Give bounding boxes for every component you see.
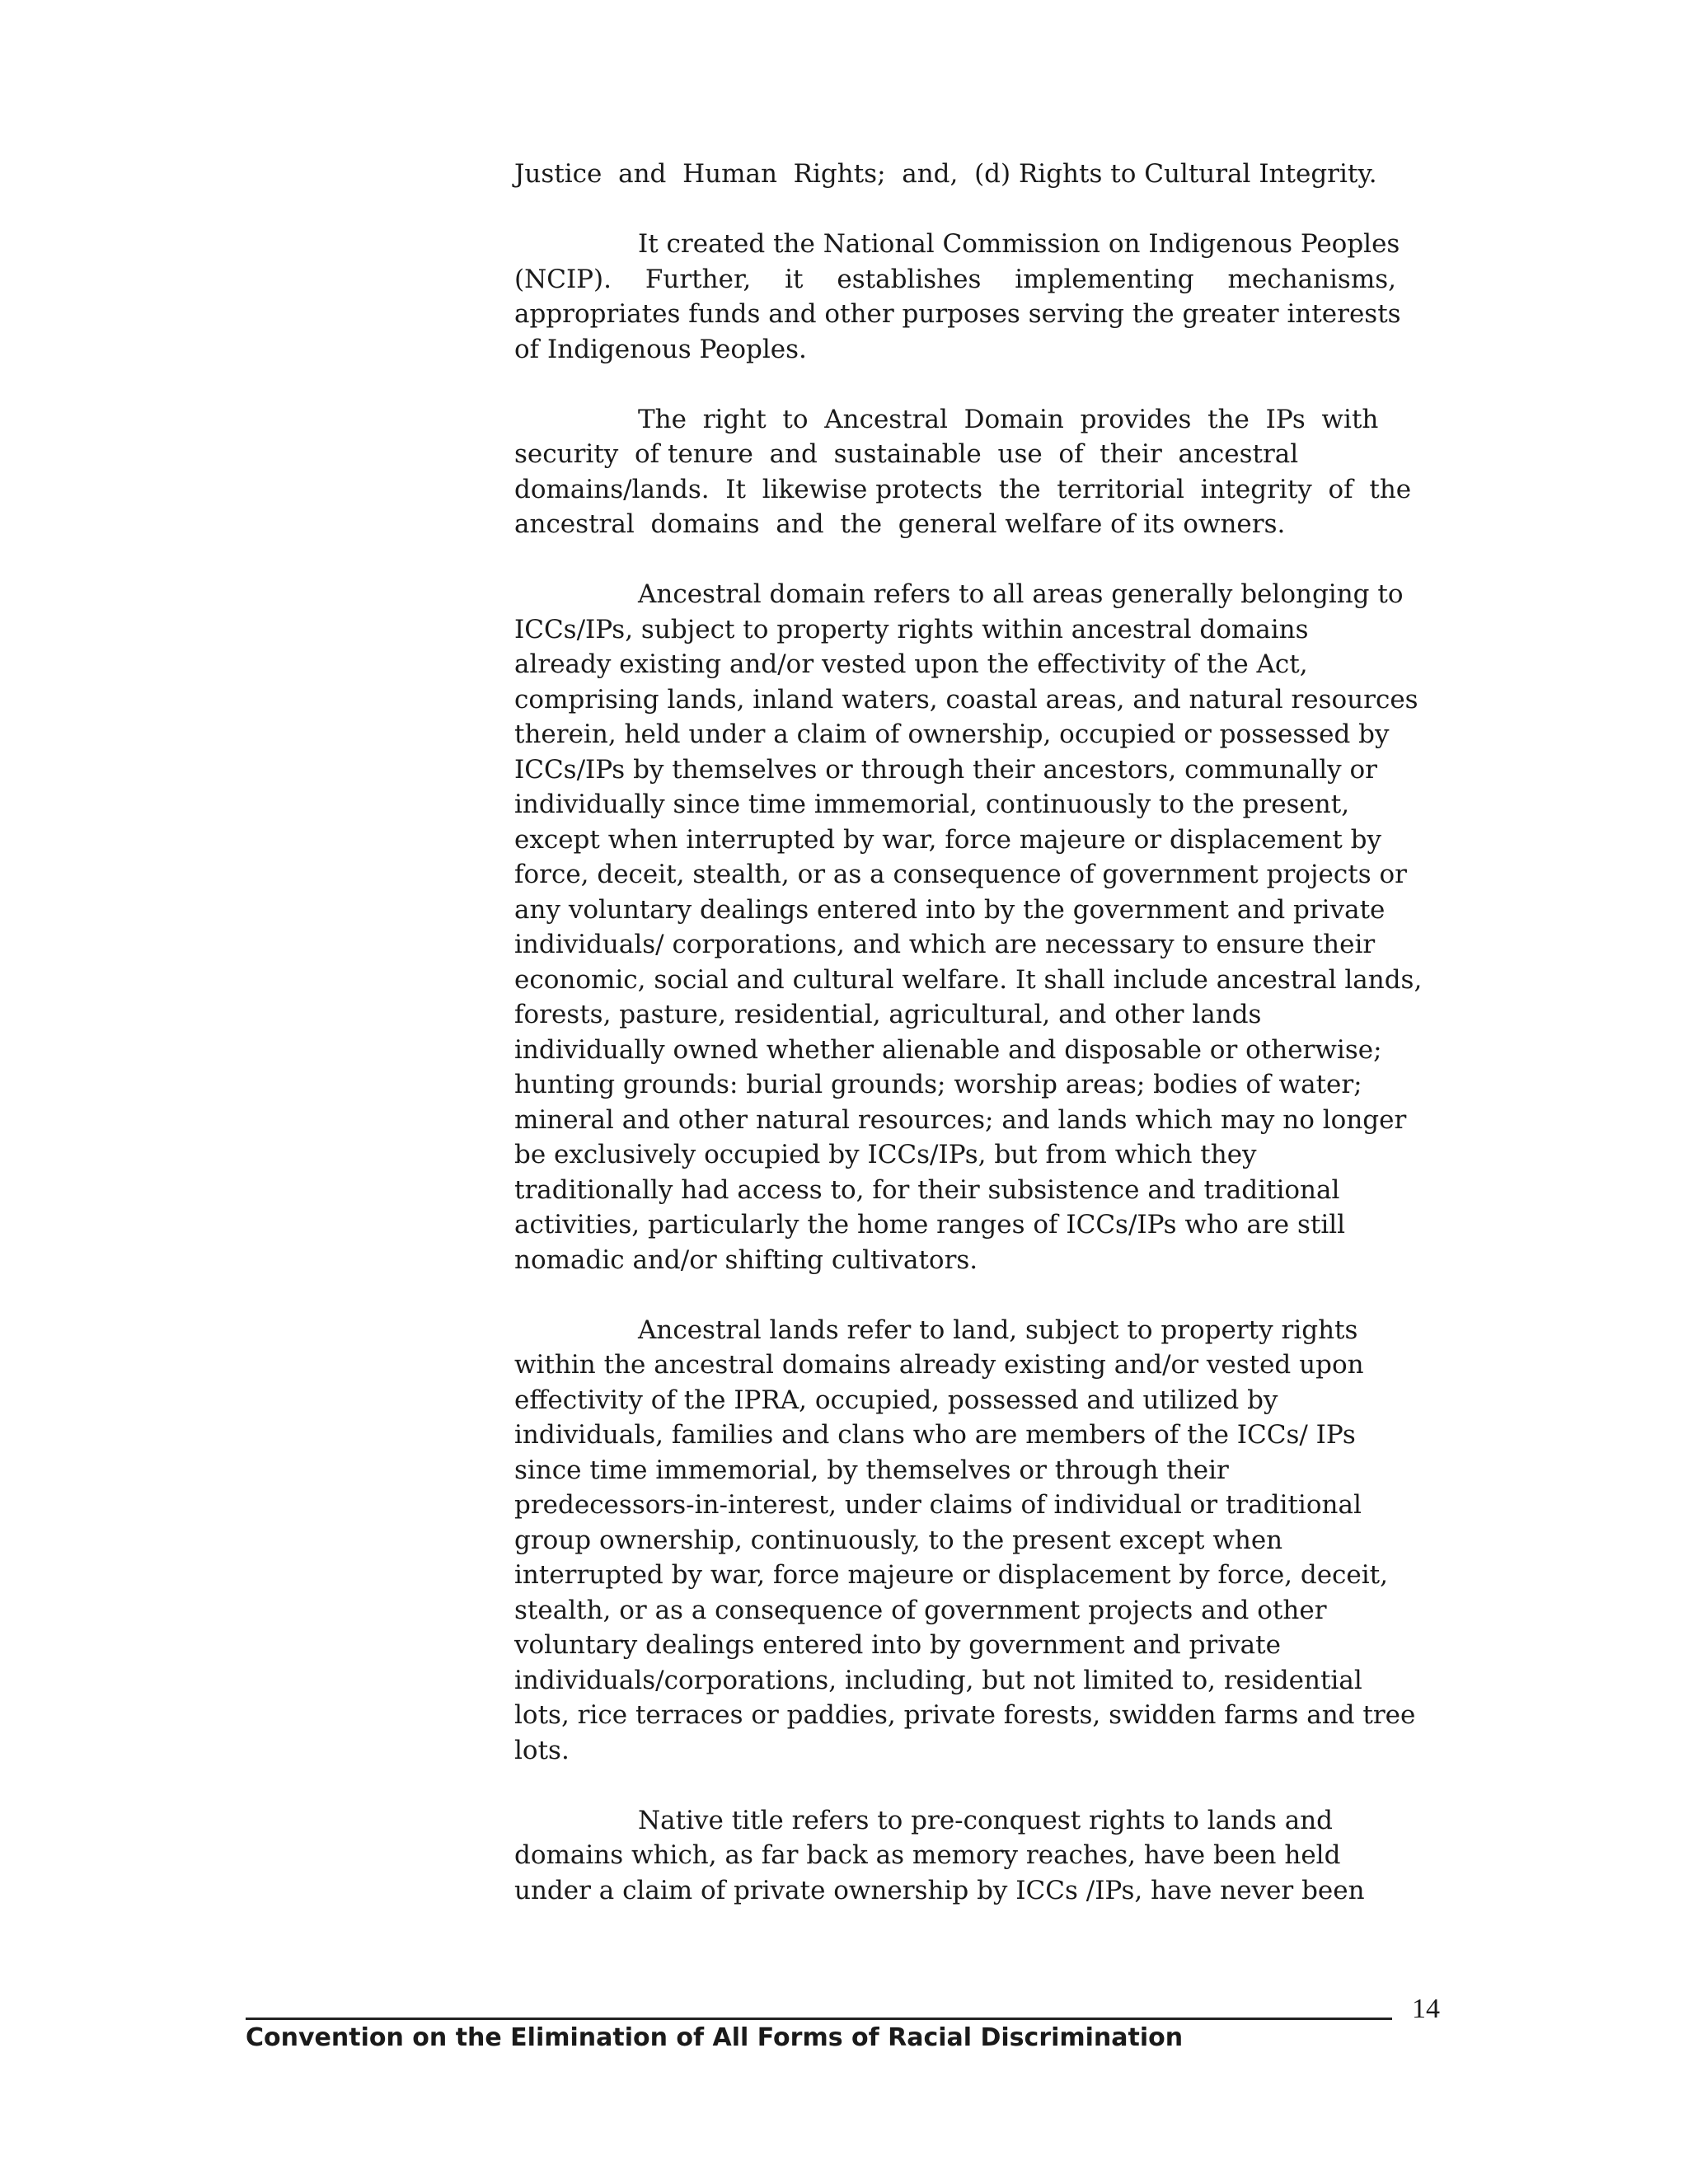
text-line: individually since time immemorial, continuously to the present,	[514, 790, 1350, 819]
text-line: be exclusively occupied by ICCs/IPs, but from which they	[514, 1140, 1257, 1169]
text-line: ancestral domains and the general welfare of its owners.	[514, 509, 1286, 539]
text-line: security of tenure and sustainable use of their ancestral	[514, 439, 1299, 469]
text-line: nomadic and/or shifting cultivators.	[514, 1244, 978, 1275]
text-line: activities, particularly the home ranges of ICCs/IPs who are still	[514, 1210, 1346, 1240]
paragraph-right-to-ancestral-domain	[514, 402, 1412, 542]
text-line: It created the National Commission on Indigenous Peoples	[638, 229, 1400, 259]
text-line: within the ancestral domains already existing and/or vested upon	[514, 1350, 1364, 1380]
text-line: therein, held under a claim of ownership, occupied or possessed by	[514, 719, 1390, 749]
text-line: ICCs/IPs by themselves or through their ancestors, communally or	[514, 754, 1377, 785]
document-body	[514, 157, 1423, 1943]
text-line: group ownership, continuously, to the present except when	[514, 1525, 1283, 1555]
text-line: under a claim of private ownership by ICCs /IPs, have never been	[514, 1875, 1365, 1905]
text-line: The right to Ancestral Domain provides the IPs with	[638, 404, 1379, 434]
footer-divider	[246, 2018, 1392, 2020]
text-line: comprising lands, inland waters, coastal areas, and natural resources	[514, 684, 1418, 715]
footer-title: Convention on the Elimination of All Forms of Racial Discrimination	[246, 2023, 1184, 2052]
page-number: 14	[1412, 1994, 1440, 2024]
text-line: Native title refers to pre-conquest rights to lands and	[638, 1805, 1334, 1835]
text-line: force, deceit, stealth, or as a consequence of government projects or	[514, 860, 1407, 889]
text-line: effectivity of the IPRA, occupied, possessed and utilized by	[514, 1385, 1278, 1415]
text-line: stealth, or as a consequence of government projects and other	[514, 1595, 1327, 1625]
text-line: domains/lands. It likewise protects the territorial integrity of the	[514, 474, 1412, 504]
paragraph-ncip	[514, 227, 1401, 367]
paragraph-ancestral-domain-definition	[514, 577, 1423, 1277]
text-line: already existing and/or vested upon the effectivity of the Act,	[514, 649, 1308, 679]
text-line: except when interrupted by war, force majeure or displacement by	[514, 824, 1382, 855]
text-line: (NCIP). Further, it establishes implementing mechanisms,	[514, 264, 1396, 294]
text-line: domains which, as far back as memory reaches, have been held	[514, 1840, 1341, 1870]
paragraph-ancestral-lands-definition	[514, 1313, 1416, 1769]
text-line: since time immemorial, by themselves or through their	[514, 1455, 1229, 1485]
text-line: lots, rice terraces or paddies, private forests, swidden farms and tree	[514, 1700, 1416, 1730]
text-line: Ancestral domain refers to all areas generally belonging to	[638, 579, 1404, 609]
text-line: any voluntary dealings entered into by the government and private	[514, 894, 1386, 925]
text-line: traditionally had access to, for their subsistence and traditional	[514, 1174, 1340, 1205]
paragraph-continuation	[514, 157, 1396, 192]
text-line: Ancestral lands refer to land, subject to property rights	[638, 1315, 1358, 1345]
text-line: of Indigenous Peoples.	[514, 334, 807, 364]
text-line: forests, pasture, residential, agricultural, and other lands	[514, 1000, 1262, 1029]
text-line: predecessors-in-interest, under claims of individual or traditional	[514, 1490, 1362, 1520]
text-line: interrupted by war, force majeure or displacement by force, deceit,	[514, 1560, 1388, 1590]
text-line: individuals/corporations, including, but not limited to, residential	[514, 1665, 1362, 1695]
text-line: economic, social and cultural welfare. It shall include ancestral lands,	[514, 964, 1423, 995]
paragraph-native-title	[514, 1803, 1396, 1909]
text-line: ICCs/IPs, subject to property rights within ancestral domains	[514, 614, 1309, 644]
text-line: individually owned whether alienable and disposable or otherwise;	[514, 1034, 1382, 1065]
text-line: lots.	[514, 1735, 570, 1765]
text-line: appropriates funds and other purposes serving the greater interests	[514, 299, 1401, 329]
text-line: hunting grounds: burial grounds; worship areas; bodies of water;	[514, 1070, 1362, 1099]
text-line: individuals/ corporations, and which are necessary to ensure their	[514, 930, 1376, 959]
text-line: individuals, families and clans who are members of the ICCs/ IPs	[514, 1420, 1356, 1450]
text-line: Justice and Human Rights; and, (d) Rights to Cultural Integrity.	[514, 159, 1377, 189]
text-line: voluntary dealings entered into by government and private	[514, 1630, 1281, 1660]
text-line: mineral and other natural resources; and lands which may no longer	[514, 1104, 1407, 1135]
